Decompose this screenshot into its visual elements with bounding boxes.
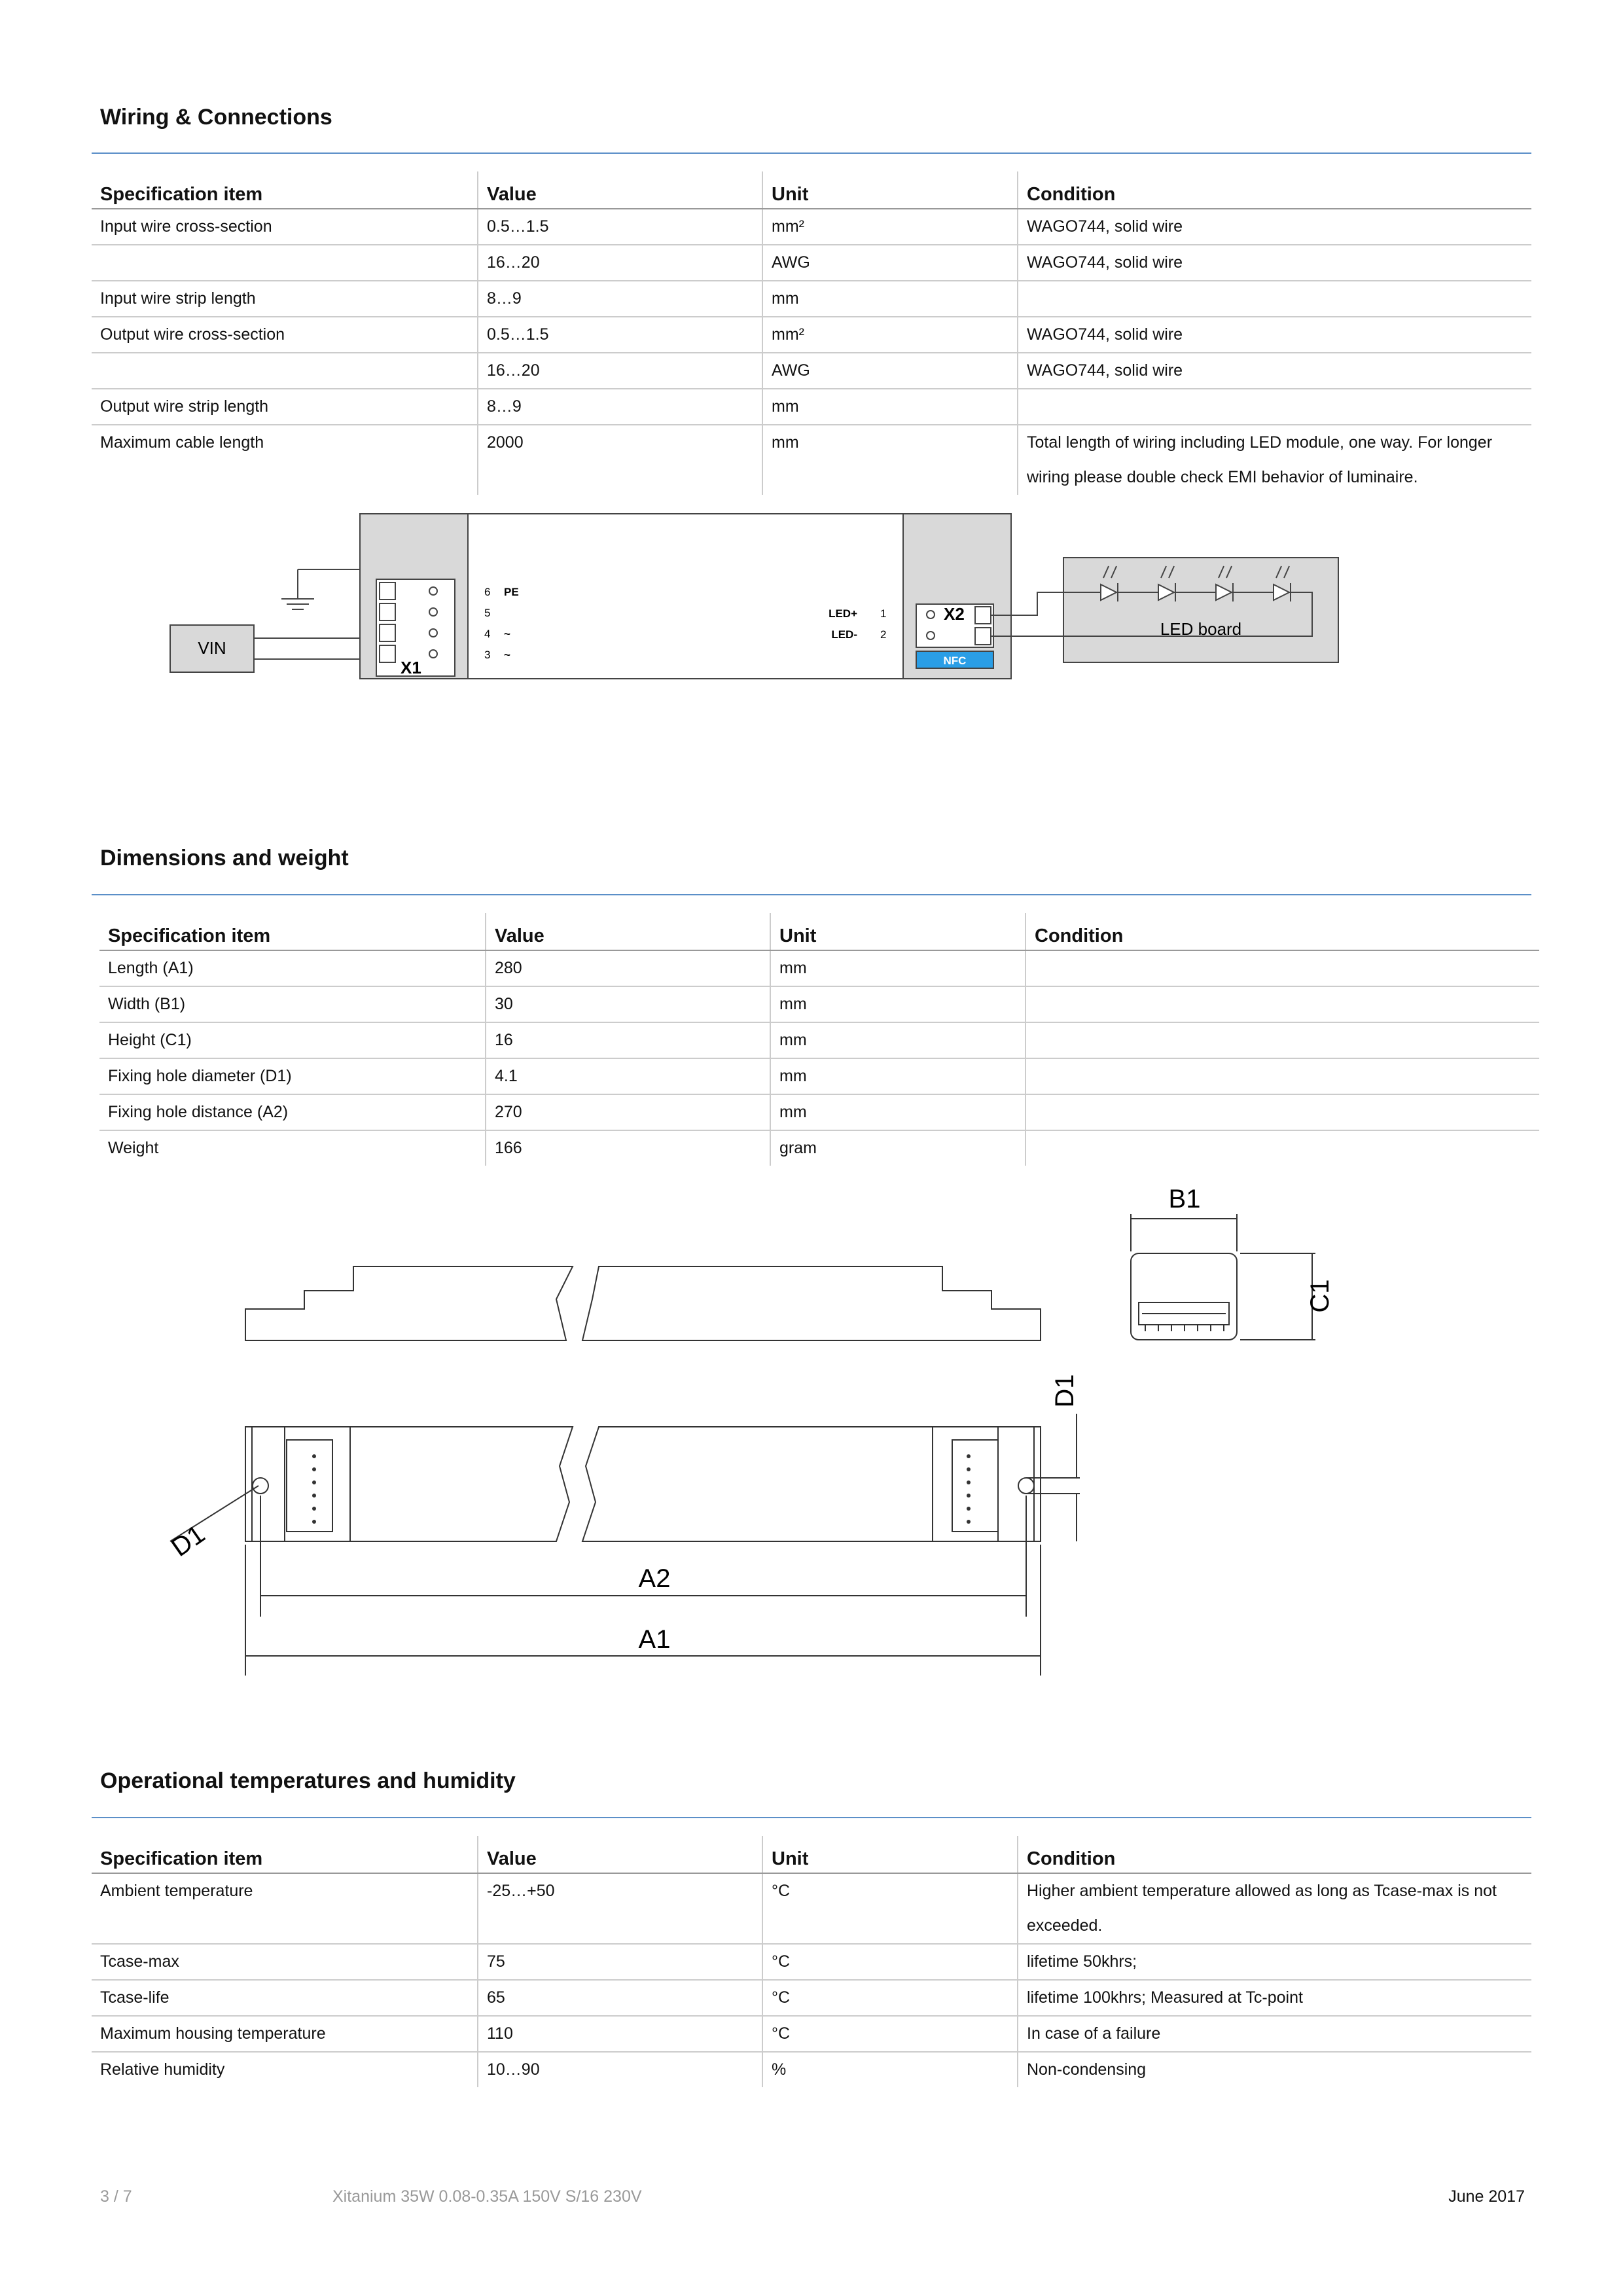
wiring-spec-table — [92, 171, 1531, 495]
cell-value: 16…20 — [478, 353, 762, 389]
dim-label-c1: C1 — [1306, 1279, 1334, 1313]
cell-unit: gram — [770, 1130, 1026, 1166]
header-unit: Unit — [762, 171, 1018, 209]
svg-text:~: ~ — [504, 649, 510, 661]
cell-condition — [1026, 1130, 1539, 1166]
table-row — [99, 1022, 1539, 1058]
cell-value: 16 — [486, 1022, 770, 1058]
section-rule — [92, 1817, 1531, 1818]
top-view-left — [245, 1427, 573, 1541]
table-row — [92, 1980, 1531, 2016]
cell-unit: °C — [762, 1873, 1018, 1944]
header-spec-item: Specification item — [92, 171, 478, 209]
cell-unit: mm — [770, 986, 1026, 1022]
cell-value: 0.5…1.5 — [478, 209, 762, 245]
table-row — [92, 1944, 1531, 1980]
section-title-temperatures: Operational temperatures and humidity — [100, 1768, 516, 1793]
dimensions-spec-table — [99, 913, 1539, 1166]
dim-label-a2: A2 — [638, 1564, 671, 1593]
dim-label-b1: B1 — [1168, 1185, 1201, 1213]
cell-unit: AWG — [762, 353, 1018, 389]
cell-condition: In case of a failure — [1018, 2016, 1531, 2052]
table-row — [92, 281, 1531, 317]
cell-value: 270 — [486, 1094, 770, 1130]
dim-label-a1: A1 — [638, 1625, 671, 1654]
table-row — [99, 1058, 1539, 1094]
cell-spec-item: Relative humidity — [100, 2060, 225, 2079]
cell-condition — [1026, 950, 1539, 986]
svg-text:4: 4 — [484, 628, 491, 640]
dim-label-d1-right: D1 — [1050, 1374, 1079, 1408]
cell-value: 8…9 — [478, 281, 762, 317]
x1-label: X1 — [401, 658, 421, 677]
cell-value: 110 — [478, 2016, 762, 2052]
table-row — [92, 1873, 1531, 1944]
cell-unit: mm — [762, 389, 1018, 425]
cell-condition: WAGO744, solid wire — [1018, 353, 1531, 389]
vin-label: VIN — [198, 638, 226, 658]
cell-spec-item: Output wire cross-section — [92, 317, 478, 353]
header-condition: Condition — [1018, 1836, 1531, 1873]
section-rule — [92, 894, 1531, 895]
cell-value: 16…20 — [478, 245, 762, 281]
dim-label-d1-left: D1 — [166, 1519, 211, 1563]
cell-unit: mm² — [762, 317, 1018, 353]
cell-condition: WAGO744, solid wire — [1018, 245, 1531, 281]
svg-text:3: 3 — [484, 649, 491, 661]
temperature-spec-table — [92, 1836, 1531, 2087]
cell-condition: lifetime 100khrs; Measured at Tc-point — [1018, 1980, 1531, 2016]
svg-text:PE: PE — [504, 586, 519, 598]
section-title-wiring: Wiring & Connections — [100, 105, 332, 130]
cell-unit: mm — [762, 281, 1018, 317]
cell-condition: lifetime 50khrs; — [1018, 1944, 1531, 1980]
cell-unit: mm² — [762, 209, 1018, 245]
x2-label: X2 — [944, 604, 965, 624]
cell-unit: mm — [770, 1094, 1026, 1130]
cell-spec-item — [92, 245, 478, 281]
footer-date: June 2017 — [1448, 2187, 1525, 2206]
header-value: Value — [478, 1836, 762, 1873]
cell-unit: °C — [762, 1980, 1018, 2016]
cell-value: 166 — [486, 1130, 770, 1166]
cell-unit: mm — [770, 950, 1026, 986]
cell-value: 75 — [478, 1944, 762, 1980]
cell-value: 8…9 — [478, 389, 762, 425]
cell-spec-item: Weight — [108, 1139, 159, 1157]
cell-condition — [1026, 1022, 1539, 1058]
svg-text:LED-: LED- — [831, 628, 857, 641]
side-view-right — [582, 1266, 1041, 1340]
header-value: Value — [478, 171, 762, 209]
svg-text:1: 1 — [880, 607, 887, 620]
wiring-diagram — [164, 507, 1342, 691]
header-condition: Condition — [1026, 913, 1539, 950]
svg-text:~: ~ — [504, 628, 510, 640]
cell-condition: Total length of wiring including LED module, one way. For longer wiring please double check EMI behavior of luminaire. — [1018, 425, 1531, 495]
header-spec-item: Specification item — [92, 1836, 478, 1873]
cell-value: 65 — [478, 1980, 762, 2016]
table-row — [99, 1130, 1539, 1166]
cell-spec-item: Length (A1) — [99, 950, 486, 986]
section-rule — [92, 152, 1531, 154]
cell-condition: Non-condensing — [1018, 2052, 1531, 2087]
ground-icon — [281, 569, 314, 609]
cell-condition: WAGO744, solid wire — [1018, 209, 1531, 245]
table-row — [92, 353, 1531, 389]
cell-spec-item: Tcase-max — [92, 1944, 478, 1980]
cell-unit: mm — [770, 1058, 1026, 1094]
cell-value: 2000 — [478, 425, 762, 495]
cell-condition: Higher ambient temperature allowed as long as Tcase-max is not exceeded. — [1018, 1873, 1531, 1944]
svg-text:NFC: NFC — [943, 655, 967, 667]
cell-spec-item: Maximum cable length — [100, 433, 264, 452]
header-condition: Condition — [1018, 171, 1531, 209]
cell-spec-item: Fixing hole distance (A2) — [99, 1094, 486, 1130]
cell-spec-item: Input wire strip length — [92, 281, 478, 317]
table-row — [92, 389, 1531, 425]
footer-product-name: Xitanium 35W 0.08-0.35A 150V S/16 230V — [332, 2187, 642, 2206]
cell-spec-item: Input wire cross-section — [92, 209, 478, 245]
cell-value: 10…90 — [478, 2052, 762, 2087]
table-row — [99, 986, 1539, 1022]
cell-unit: °C — [762, 1944, 1018, 1980]
led-board-label: LED board — [1160, 619, 1242, 639]
cell-condition — [1026, 1094, 1539, 1130]
cell-value: 30 — [486, 986, 770, 1022]
cell-spec-item: Width (B1) — [99, 986, 486, 1022]
cell-unit: % — [762, 2052, 1018, 2087]
svg-text:2: 2 — [880, 628, 887, 641]
table-row — [99, 1094, 1539, 1130]
header-unit: Unit — [762, 1836, 1018, 1873]
side-view-left — [245, 1266, 573, 1340]
cell-condition — [1026, 986, 1539, 1022]
header-unit: Unit — [770, 913, 1026, 950]
footer-page-number: 3 / 7 — [100, 2187, 132, 2206]
table-row — [92, 209, 1531, 245]
cell-value: -25…+50 — [478, 1873, 762, 1944]
cell-condition: WAGO744, solid wire — [1018, 317, 1531, 353]
cell-spec-item: Ambient temperature — [92, 1873, 478, 1944]
fixing-hole-right — [1018, 1478, 1034, 1494]
table-row — [92, 245, 1531, 281]
cell-unit: °C — [762, 2016, 1018, 2052]
header-value: Value — [486, 913, 770, 950]
cell-spec-item: Height (C1) — [99, 1022, 486, 1058]
cell-condition — [1026, 1058, 1539, 1094]
cell-unit: AWG — [762, 245, 1018, 281]
cell-unit: mm — [762, 425, 1018, 495]
svg-text:6: 6 — [484, 586, 491, 598]
cell-value: 0.5…1.5 — [478, 317, 762, 353]
cell-condition — [1018, 389, 1531, 425]
section-title-dimensions: Dimensions and weight — [100, 846, 349, 870]
table-row — [92, 2016, 1531, 2052]
top-view-right — [582, 1427, 1041, 1541]
table-row — [92, 317, 1531, 353]
cell-condition — [1018, 281, 1531, 317]
cell-spec-item: Tcase-life — [92, 1980, 478, 2016]
led-board — [1063, 558, 1338, 662]
cell-value: 280 — [486, 950, 770, 986]
svg-text:LED+: LED+ — [829, 607, 857, 620]
table-row — [99, 950, 1539, 986]
header-spec-item: Specification item — [99, 913, 486, 950]
cell-spec-item: Maximum housing temperature — [92, 2016, 478, 2052]
cell-spec-item: Output wire strip length — [92, 389, 478, 425]
cell-unit: mm — [770, 1022, 1026, 1058]
cell-value: 4.1 — [486, 1058, 770, 1094]
table-row — [92, 2052, 1531, 2087]
cell-spec-item — [92, 353, 478, 389]
dimension-drawing — [164, 1178, 1342, 1676]
table-row — [92, 425, 1531, 495]
cell-spec-item: Fixing hole diameter (D1) — [99, 1058, 486, 1094]
svg-text:5: 5 — [484, 607, 491, 619]
fixing-hole-left — [253, 1478, 268, 1494]
